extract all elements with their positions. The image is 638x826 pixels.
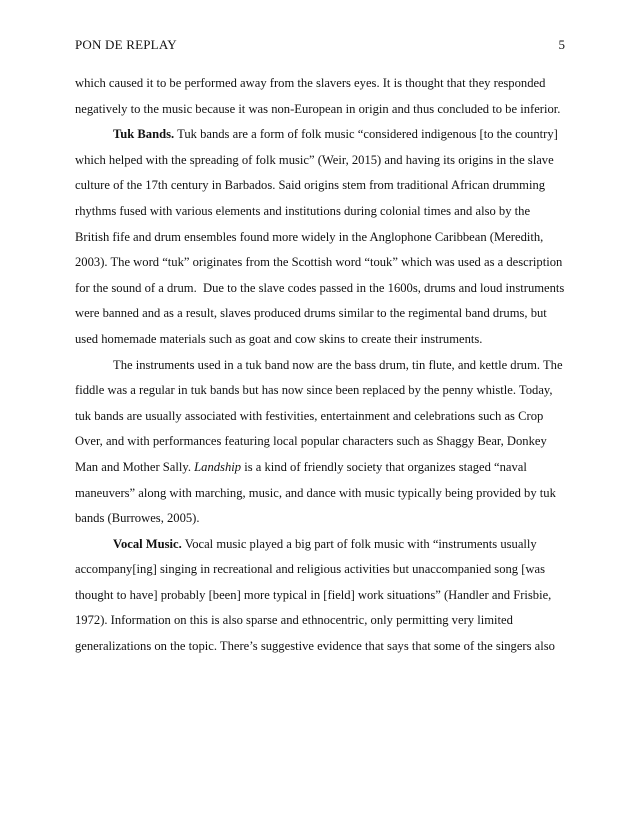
body-text (75, 71, 565, 660)
body-line: for the sound of a drum. Due to the slave codes passed in the 1600s, drums and loud instruments (75, 280, 565, 295)
body-line-landship (75, 455, 565, 481)
body-line: Over, and with performances featuring local popular characters such as Shaggy Bear, Donkey (75, 434, 547, 449)
body-text-span: Vocal music played a big part of folk music with “instruments usually (181, 536, 537, 551)
body-line: bands (Burrowes, 2005). (75, 511, 200, 526)
body-line: The instruments used in a tuk band now are the bass drum, tin flute, and kettle drum. The (113, 357, 563, 372)
body-line: thought to have] probably [been] more typical in [field] work situations” (Handler and Frisbie, (75, 587, 552, 602)
body-line: were banned and as a result, slaves produced drums similar to the regimental band drums, but (75, 306, 547, 321)
body-line: maneuvers” along with marching, music, and dance with music typically being provided by tuk (75, 485, 556, 500)
body-line: which caused it to be performed away from the slavers eyes. It is thought that they responded (75, 76, 546, 90)
body-text-span: Man and Mother Sally. (75, 459, 195, 474)
body-line: rhythms fused with various elements and institutions during colonial times and also by the (75, 203, 531, 218)
body-line: British fife and drum ensembles found more widely in the Anglophone Caribbean (Meredith, (75, 229, 544, 244)
body-line: fiddle was a regular in tuk bands but has now since been replaced by the penny whistle. Today, (75, 383, 553, 398)
body-text-span: Tuk bands are a form of folk music “considered indigenous [to the country] (174, 127, 558, 142)
body-line: culture of the 17th century in Barbados. Said origins stem from traditional African drumming (75, 178, 546, 193)
body-line: negatively to the music because it was non-European in origin and thus concluded to be inferior. (75, 101, 561, 116)
running-head: PON DE REPLAY (75, 37, 177, 52)
italic-term-landship: Landship (194, 459, 242, 474)
body-line: tuk bands are usually associated with festivities, entertainment and celebrations such as Crop (75, 408, 544, 423)
section-heading-tuk-bands: Tuk Bands. (113, 127, 175, 142)
body-line: 2003). The word “tuk” originates from the Scottish word “touk” which was used as a description (75, 255, 563, 270)
section-heading-vocal-music: Vocal Music. (113, 536, 182, 551)
body-line: 1972). Information on this is also sparse and ethnocentric, only permitting very limited (75, 613, 513, 628)
body-line: which helped with the spreading of folk music” (Weir, 2015) and having its origins in the slave (75, 152, 554, 167)
body-line: used homemade materials such as goat and cow skins to create their instruments. (75, 331, 483, 346)
paragraph-tuk-bands-start (75, 122, 565, 148)
paragraph-vocal-music-start (75, 532, 565, 558)
body-line: generalizations on the topic. There’s suggestive evidence that says that some of the singers also (75, 639, 555, 654)
body-text-span: is a kind of friendly society that organizes staged “naval (241, 459, 527, 474)
body-line: accompany[ing] singing in recreational and religious activities but unaccompanied song [was (75, 562, 546, 577)
page-number: 5 (558, 37, 565, 52)
